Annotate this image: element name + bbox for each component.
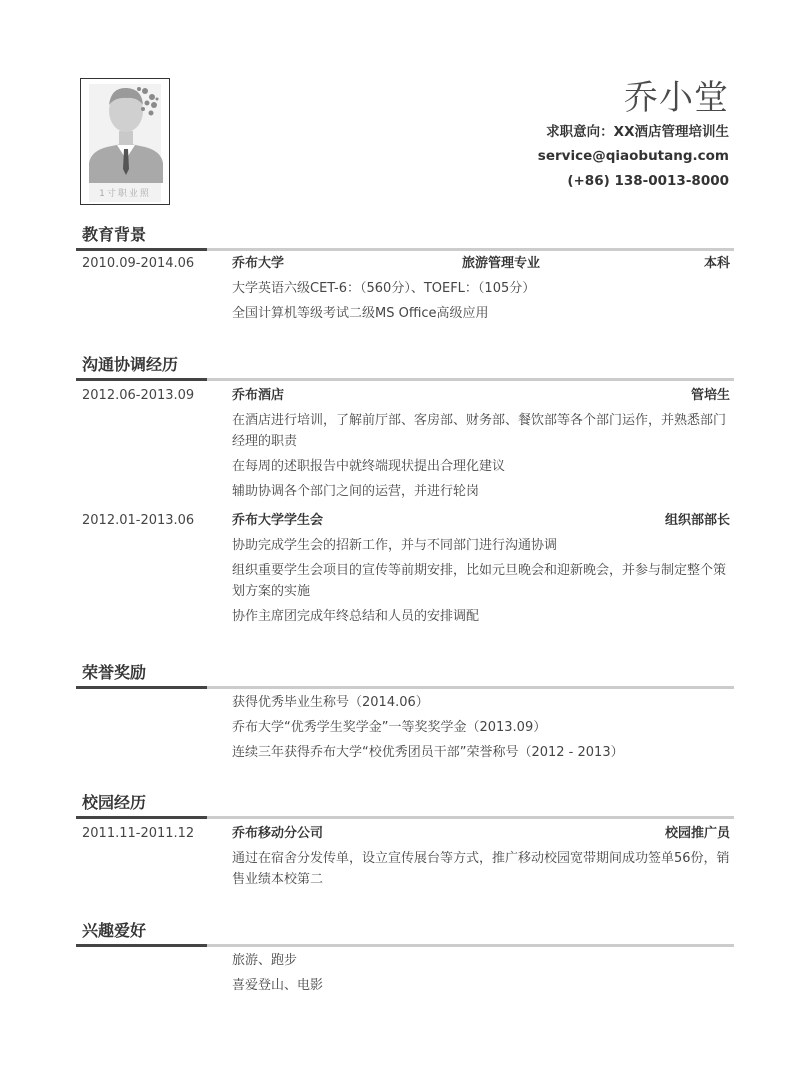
section-divider: [76, 816, 734, 819]
school-name: 乔布大学: [232, 256, 285, 271]
section-title: 荣誉奖励: [82, 663, 147, 682]
list-item: 大学英语六级CET-6：（560分）、TOEFL：（105分）: [232, 281, 536, 296]
experience-entry: [76, 386, 734, 502]
section-title: 沟通协调经历: [82, 355, 179, 374]
phone: (+86) 138-0013-8000: [567, 173, 729, 189]
organization: 乔布移动分公司: [232, 826, 324, 841]
section-title: 兴趣爱好: [82, 921, 147, 940]
list-item: 在每周的述职报告中就终端现状提出合理化建议: [232, 459, 506, 474]
organization: 乔布酒店: [232, 388, 285, 403]
degree: 本科: [703, 256, 730, 271]
experience-entry: [76, 511, 734, 627]
entry-date: 2012.06-2013.09: [82, 388, 195, 403]
role: 组织部部长: [664, 513, 730, 528]
awards-list: [76, 692, 734, 763]
list-item: 连续三年获得乔布大学“校优秀团员干部”荣誉称号（2012 - 2013）: [232, 745, 624, 760]
profile-photo: [80, 78, 170, 205]
entry-date: 2012.01-2013.06: [82, 513, 195, 528]
section-divider: [76, 378, 734, 381]
email: service@qiaobutang.com: [537, 148, 729, 164]
list-item: 喜爱登山、电影: [232, 978, 324, 993]
section-divider: [76, 248, 734, 251]
role: 校园推广员: [664, 826, 730, 841]
campus-entry: [76, 824, 734, 890]
list-item: 组织重要学生会项目的宣传等前期安排，比如元旦晚会和迎新晚会，并参与制定整个策划方案的实施: [232, 563, 727, 599]
section-title: 校园经历: [82, 793, 147, 812]
hobbies-list: [76, 950, 734, 996]
major: 旅游管理专业: [462, 256, 541, 271]
section-title: 教育背景: [82, 225, 147, 244]
section-divider: [76, 686, 734, 689]
list-item: 通过在宿舍分发传单，设立宣传展台等方式，推广移动校园宽带期间成功签单56份，销售业绩本校第二: [232, 851, 730, 887]
role: 管培生: [690, 388, 730, 403]
list-item: 协作主席团完成年终总结和人员的安排调配: [232, 609, 480, 624]
organization: 乔布大学学生会: [232, 513, 324, 528]
list-item: 辅助协调各个部门之间的运营，并进行轮岗: [232, 484, 480, 499]
list-item: 旅游、跑步: [232, 953, 298, 968]
entry-date: 2011.11-2011.12: [82, 826, 195, 841]
list-item: 全国计算机等级考试二级MS Office高级应用: [232, 306, 489, 321]
photo-caption: 1寸职业照: [99, 189, 151, 199]
section-divider: [76, 944, 734, 947]
list-item: 获得优秀毕业生称号（2014.06）: [232, 695, 429, 710]
education-entry: [76, 254, 734, 324]
list-item: 乔布大学“优秀学生奖学金”一等奖奖学金（2013.09）: [232, 720, 547, 735]
entry-date: 2010.09-2014.06: [82, 256, 195, 271]
list-item: 在酒店进行培训，了解前厅部、客房部、财务部、餐饮部等各个部门运作，并熟悉部门经理的职责: [232, 413, 727, 449]
job-objective: 求职意向：XX酒店管理培训生: [546, 124, 729, 140]
candidate-name: 乔小堂: [624, 78, 729, 118]
list-item: 协助完成学生会的招新工作，并与不同部门进行沟通协调: [232, 538, 558, 553]
